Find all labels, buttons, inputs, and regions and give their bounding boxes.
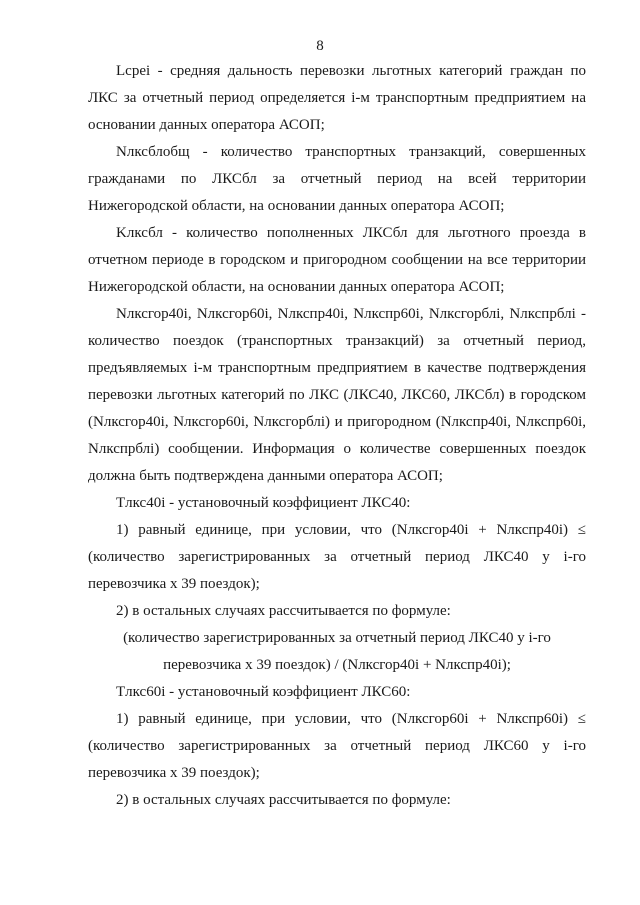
paragraph-tlks40-condition-2: 2) в остальных случаях рассчитывается по формуле: (116, 603, 451, 619)
paragraph-tlks60-heading: Tлкс60i - установочный коэффициент ЛКС60: (116, 684, 411, 700)
paragraph-nlksblobsch-definition: Nлксблобщ - количество транспортных транзакций, совершенных гражданами по ЛКСбл за отчетный период на всей территории Нижегородской области, на основании данных оператора АСОП; (88, 144, 586, 214)
page-number: 8 (316, 38, 324, 54)
paragraph-trip-counts-definition: Nлксгор40i, Nлксгор60i, Nлкспр40i, Nлкспр60i, Nлксгорблi, Nлкспрблi - количество поездок (транспортных транзакций) за отчетный период, предъявляемых i-м транспортным предприятием в качестве подтверждения перевозки льготных категорий по ЛКС (ЛКС40, ЛКС60, ЛКСбл) в городском (Nлксгор40i, Nлксгор60i, Nлксгорблi) и пригородном (Nлкспр40i, Nлкспр60i, Nлкспрблi) сообщении. Информация о количестве совершенных поездок должна быть подтверждена данными оператора АСОП; (88, 306, 586, 484)
paragraph-tlks60-condition-1: 1) равный единице, при условии, что (Nлксгор60i + Nлкспр60i) ≤ (количество зарегистрированных за отчетный период ЛКС60 у i-го перевозчика x 39 поездок); (88, 711, 586, 781)
paragraph-tlks40-heading: Tлкс40i - установочный коэффициент ЛКС40: (116, 495, 411, 511)
paragraph-klksbl-definition: Kлксбл - количество пополненных ЛКСбл для льготного проезда в отчетном периоде в городском и пригородном сообщении на все территории Нижегородской области, на основании данных оператора АСОП; (88, 225, 586, 295)
paragraph-lcpei-definition: Lcpei - средняя дальность перевозки льготных категорий граждан по ЛКС за отчетный период определяется i-м транспортным предприятием на основании данных оператора АСОП; (88, 63, 586, 133)
document-body (88, 58, 586, 814)
paragraph-tlks60-condition-2: 2) в остальных случаях рассчитывается по формуле: (116, 792, 451, 808)
formula-tlks40: (количество зарегистрированных за отчетный период ЛКС40 у i-го перевозчика x 39 поездок) / (Nлксгор40i + Nлкспр40i); (123, 630, 551, 673)
paragraph-tlks40-condition-1: 1) равный единице, при условии, что (Nлксгор40i + Nлкспр40i) ≤ (количество зарегистрированных за отчетный период ЛКС40 у i-го перевозчика x 39 поездок); (88, 522, 586, 592)
